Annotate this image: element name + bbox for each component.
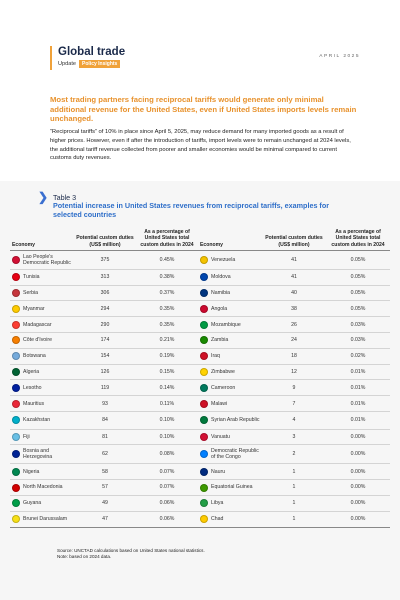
cell-duties-left: 154 xyxy=(74,348,136,364)
flag-icon xyxy=(12,484,20,492)
economy-name: Namibia xyxy=(211,289,231,296)
cell-pct-left: 0.06% xyxy=(136,495,198,511)
revenue-table xyxy=(10,229,390,528)
flag-icon xyxy=(12,321,20,329)
economy-wrapper xyxy=(200,515,260,523)
economy-wrapper xyxy=(12,448,72,460)
cell-economy-left xyxy=(10,317,74,333)
economy-name: Vanuatu xyxy=(211,433,230,440)
headline: Most trading partners facing reciprocal tariffs would generate only minimal additional revenue for the United States, even if United States imports levels remain unchanged. xyxy=(50,95,357,124)
cell-duties-right: 7 xyxy=(262,396,326,412)
economy-wrapper xyxy=(12,499,72,507)
flag-icon xyxy=(200,450,208,458)
cell-pct-right: 0.01% xyxy=(326,380,390,396)
economy-wrapper xyxy=(200,352,260,360)
cell-economy-right xyxy=(198,285,262,301)
cell-economy-right xyxy=(198,333,262,349)
cell-duties-left: 313 xyxy=(74,269,136,285)
intro-paragraph: “Reciprocal tariffs” of 10% in place since April 5, 2025, may reduce demand for many imported goods as a result of higher prices. However, even if after the introduction of tariffs, import levels were to remain unchanged at 2024 levels, the additional tariff revenue collected from poorer and smaller economies would be minimal compared to current customs duty revenues. xyxy=(50,129,351,162)
table-row xyxy=(10,317,390,333)
cell-economy-right xyxy=(198,495,262,511)
cell-economy-left xyxy=(10,511,74,527)
flag-icon xyxy=(200,321,208,329)
cell-pct-left: 0.45% xyxy=(136,250,198,269)
table-body xyxy=(10,250,390,527)
chevron-right-icon: ❯ xyxy=(38,190,49,204)
cell-duties-left: 47 xyxy=(74,511,136,527)
cell-duties-left: 62 xyxy=(74,445,136,464)
cell-duties-left: 294 xyxy=(74,301,136,317)
header-economy-left: Economy xyxy=(10,229,74,250)
flag-icon xyxy=(12,289,20,297)
economy-name: North Macedonia xyxy=(23,484,63,491)
cell-duties-right: 4 xyxy=(262,412,326,430)
cell-pct-left: 0.07% xyxy=(136,480,198,496)
footnotes xyxy=(57,548,205,560)
cell-pct-left: 0.06% xyxy=(136,511,198,527)
cell-pct-left: 0.37% xyxy=(136,285,198,301)
flag-icon xyxy=(12,515,20,523)
cell-duties-right: 1 xyxy=(262,511,326,527)
cell-pct-right: 0.02% xyxy=(326,348,390,364)
table-row xyxy=(10,429,390,445)
cell-duties-right: 26 xyxy=(262,317,326,333)
cell-economy-left xyxy=(10,380,74,396)
cell-duties-right: 1 xyxy=(262,495,326,511)
flag-icon xyxy=(12,468,20,476)
cell-economy-right xyxy=(198,317,262,333)
cell-duties-right: 9 xyxy=(262,380,326,396)
economy-wrapper xyxy=(200,256,260,264)
economy-name: Libya xyxy=(211,500,224,507)
economy-name: Brunei Darussalam xyxy=(23,516,68,523)
economy-wrapper xyxy=(200,400,260,408)
flag-icon xyxy=(12,368,20,376)
economy-wrapper xyxy=(12,336,72,344)
cell-pct-left: 0.10% xyxy=(136,412,198,430)
economy-name: Myanmar xyxy=(23,305,45,312)
flag-icon xyxy=(200,515,208,523)
flag-icon xyxy=(200,499,208,507)
economy-wrapper xyxy=(12,273,72,281)
cell-duties-right: 18 xyxy=(262,348,326,364)
economy-wrapper xyxy=(12,515,72,523)
header-pct-right: As a percentage of United States total custom duties in 2024 xyxy=(326,229,390,250)
cell-duties-left: 93 xyxy=(74,396,136,412)
flag-icon xyxy=(12,336,20,344)
cell-pct-right: 0.05% xyxy=(326,269,390,285)
cell-pct-right: 0.00% xyxy=(326,511,390,527)
economy-name: Guyana xyxy=(23,500,42,507)
table-row xyxy=(10,511,390,527)
economy-name: Lao People's Democratic Republic xyxy=(23,253,71,266)
cell-pct-right: 0.00% xyxy=(326,480,390,496)
cell-duties-right: 40 xyxy=(262,285,326,301)
cell-duties-left: 81 xyxy=(74,429,136,445)
cell-pct-left: 0.19% xyxy=(136,348,198,364)
cell-pct-left: 0.07% xyxy=(136,464,198,480)
cell-duties-left: 306 xyxy=(74,285,136,301)
cell-economy-left xyxy=(10,464,74,480)
cell-economy-left xyxy=(10,445,74,464)
economy-wrapper xyxy=(12,321,72,329)
cell-pct-right: 0.00% xyxy=(326,495,390,511)
cell-duties-right: 1 xyxy=(262,464,326,480)
flag-icon xyxy=(12,400,20,408)
cell-duties-left: 57 xyxy=(74,480,136,496)
flag-icon xyxy=(12,256,20,264)
economy-wrapper xyxy=(200,448,260,460)
cell-economy-left xyxy=(10,364,74,380)
flag-icon xyxy=(200,400,208,408)
cell-pct-right: 0.05% xyxy=(326,285,390,301)
cell-duties-right: 24 xyxy=(262,333,326,349)
table-row xyxy=(10,464,390,480)
source-note: Source: UNCTAD calculations based on United States national statistics. xyxy=(57,548,205,553)
economy-name: Mozambique xyxy=(211,321,241,328)
cell-pct-right: 0.03% xyxy=(326,333,390,349)
economy-wrapper xyxy=(12,368,72,376)
economy-name: Mauritius xyxy=(23,400,45,407)
cell-duties-left: 58 xyxy=(74,464,136,480)
cell-economy-left xyxy=(10,250,74,269)
cell-economy-right xyxy=(198,464,262,480)
publication-date: APRIL 2025 xyxy=(319,54,360,59)
cell-duties-right: 1 xyxy=(262,480,326,496)
header-economy-right: Economy xyxy=(198,229,262,250)
cell-economy-right xyxy=(198,250,262,269)
economy-wrapper xyxy=(200,368,260,376)
economy-name: Fiji xyxy=(23,433,30,440)
economy-name: Equatorial Guinea xyxy=(211,484,253,491)
economy-wrapper xyxy=(12,254,72,266)
cell-duties-left: 119 xyxy=(74,380,136,396)
cell-pct-right: 0.03% xyxy=(326,317,390,333)
economy-name: Moldova xyxy=(211,274,231,281)
flag-icon xyxy=(12,450,20,458)
table-row xyxy=(10,269,390,285)
brand-tag: Policy Insights xyxy=(79,60,120,68)
cell-economy-left xyxy=(10,333,74,349)
cell-pct-left: 0.14% xyxy=(136,380,198,396)
table-row xyxy=(10,285,390,301)
economy-wrapper xyxy=(200,416,260,424)
economy-name: Iraq xyxy=(211,353,220,360)
header-duties-left: Potential custom duties (US$ million) xyxy=(74,229,136,250)
cell-pct-right: 0.05% xyxy=(326,301,390,317)
economy-name: Cameroon xyxy=(211,384,236,391)
table-label: Table 3 xyxy=(53,193,77,202)
cell-duties-left: 126 xyxy=(74,364,136,380)
flag-icon xyxy=(12,416,20,424)
economy-name: Nauru xyxy=(211,468,226,475)
economy-wrapper xyxy=(12,352,72,360)
flag-icon xyxy=(12,305,20,313)
cell-duties-left: 375 xyxy=(74,250,136,269)
economy-wrapper xyxy=(200,499,260,507)
cell-economy-right xyxy=(198,429,262,445)
brand-title: Global trade xyxy=(58,46,126,58)
economy-name: Kazakhstan xyxy=(23,417,51,424)
economy-wrapper xyxy=(200,336,260,344)
economy-name: Botswana xyxy=(23,353,46,360)
economy-wrapper xyxy=(12,468,72,476)
cell-pct-left: 0.08% xyxy=(136,445,198,464)
table-row xyxy=(10,480,390,496)
economy-wrapper xyxy=(12,416,72,424)
flag-icon xyxy=(200,368,208,376)
cell-economy-right xyxy=(198,348,262,364)
economy-name: Malawi xyxy=(211,400,228,407)
economy-wrapper xyxy=(200,305,260,313)
page-header xyxy=(50,46,360,72)
cell-pct-right: 0.01% xyxy=(326,412,390,430)
flag-icon xyxy=(12,384,20,392)
cell-duties-right: 41 xyxy=(262,269,326,285)
cell-economy-right xyxy=(198,396,262,412)
table-row xyxy=(10,412,390,430)
flag-icon xyxy=(12,273,20,281)
cell-economy-left xyxy=(10,348,74,364)
cell-economy-left xyxy=(10,396,74,412)
table-row xyxy=(10,380,390,396)
economy-name: Angola xyxy=(211,305,228,312)
cell-duties-left: 290 xyxy=(74,317,136,333)
cell-pct-right: 0.05% xyxy=(326,250,390,269)
cell-pct-left: 0.10% xyxy=(136,429,198,445)
table-row xyxy=(10,333,390,349)
cell-pct-left: 0.11% xyxy=(136,396,198,412)
brand-subtitle xyxy=(58,60,120,68)
table-row xyxy=(10,348,390,364)
flag-icon xyxy=(200,273,208,281)
cell-economy-left xyxy=(10,495,74,511)
economy-wrapper xyxy=(200,468,260,476)
cell-economy-left xyxy=(10,269,74,285)
table-row xyxy=(10,396,390,412)
header-pct-left: As a percentage of United States total custom duties in 2024 xyxy=(136,229,198,250)
economy-wrapper xyxy=(12,433,72,441)
cell-economy-right xyxy=(198,445,262,464)
flag-icon xyxy=(200,352,208,360)
flag-icon xyxy=(200,384,208,392)
economy-name: Zimbabwe xyxy=(211,368,235,375)
cell-duties-left: 84 xyxy=(74,412,136,430)
cell-economy-right xyxy=(198,269,262,285)
cell-pct-left: 0.15% xyxy=(136,364,198,380)
flag-icon xyxy=(12,433,20,441)
table-caption: Potential increase in United States revenues from reciprocal tariffs, examples for selected countries xyxy=(53,201,330,219)
economy-name: Chad xyxy=(211,516,224,523)
economy-wrapper xyxy=(200,289,260,297)
economy-name: Serbia xyxy=(23,289,38,296)
table-row xyxy=(10,301,390,317)
economy-wrapper xyxy=(12,484,72,492)
economy-name: Madagascar xyxy=(23,321,52,328)
economy-name: Bosnia and Herzegovina xyxy=(23,448,53,461)
cell-duties-left: 174 xyxy=(74,333,136,349)
economy-name: Algeria xyxy=(23,368,40,375)
cell-pct-right: 0.00% xyxy=(326,445,390,464)
cell-duties-left: 49 xyxy=(74,495,136,511)
cell-pct-right: 0.01% xyxy=(326,396,390,412)
cell-economy-right xyxy=(198,364,262,380)
cell-pct-left: 0.21% xyxy=(136,333,198,349)
cell-economy-left xyxy=(10,412,74,430)
cell-pct-right: 0.00% xyxy=(326,429,390,445)
cell-pct-right: 0.01% xyxy=(326,364,390,380)
flag-icon xyxy=(200,484,208,492)
cell-pct-left: 0.38% xyxy=(136,269,198,285)
flag-icon xyxy=(200,468,208,476)
cell-pct-right: 0.00% xyxy=(326,464,390,480)
economy-name: Lesotho xyxy=(23,384,42,391)
flag-icon xyxy=(200,289,208,297)
cell-economy-left xyxy=(10,301,74,317)
flag-icon xyxy=(12,499,20,507)
flag-icon xyxy=(200,416,208,424)
cell-pct-left: 0.35% xyxy=(136,301,198,317)
economy-wrapper xyxy=(200,484,260,492)
cell-duties-right: 2 xyxy=(262,445,326,464)
flag-icon xyxy=(200,305,208,313)
economy-name: Democratic Republic of the Congo xyxy=(211,448,259,461)
cell-economy-right xyxy=(198,511,262,527)
economy-name: Zambia xyxy=(211,337,229,344)
table-row xyxy=(10,364,390,380)
cell-economy-left xyxy=(10,480,74,496)
economy-wrapper xyxy=(12,289,72,297)
cell-pct-left: 0.35% xyxy=(136,317,198,333)
table-row xyxy=(10,495,390,511)
flag-icon xyxy=(12,352,20,360)
economy-wrapper xyxy=(12,384,72,392)
flag-icon xyxy=(200,433,208,441)
data-note: Note: based on 2024 data. xyxy=(57,554,112,560)
table-header-row xyxy=(10,229,390,250)
economy-name: Syrian Arab Republic xyxy=(211,417,260,424)
header-duties-right: Potential custom duties (US$ million) xyxy=(262,229,326,250)
flag-icon xyxy=(200,336,208,344)
cell-duties-right: 12 xyxy=(262,364,326,380)
economy-wrapper xyxy=(12,305,72,313)
economy-wrapper xyxy=(200,273,260,281)
economy-name: Venezuela xyxy=(211,256,236,263)
economy-wrapper xyxy=(200,321,260,329)
economy-wrapper xyxy=(200,433,260,441)
cell-duties-right: 38 xyxy=(262,301,326,317)
header-accent-bar xyxy=(50,46,52,70)
table-row xyxy=(10,445,390,464)
brand-subtitle-text: Update xyxy=(58,61,77,67)
cell-duties-right: 41 xyxy=(262,250,326,269)
cell-economy-right xyxy=(198,380,262,396)
economy-name: Côte d'Ivoire xyxy=(23,337,52,344)
cell-economy-right xyxy=(198,301,262,317)
cell-economy-left xyxy=(10,429,74,445)
table-row xyxy=(10,250,390,269)
economy-wrapper xyxy=(12,400,72,408)
cell-economy-right xyxy=(198,412,262,430)
cell-economy-right xyxy=(198,480,262,496)
cell-economy-left xyxy=(10,285,74,301)
economy-wrapper xyxy=(200,384,260,392)
flag-icon xyxy=(200,256,208,264)
cell-duties-right: 3 xyxy=(262,429,326,445)
economy-name: Tunisia xyxy=(23,274,40,281)
economy-name: Nigeria xyxy=(23,468,40,475)
